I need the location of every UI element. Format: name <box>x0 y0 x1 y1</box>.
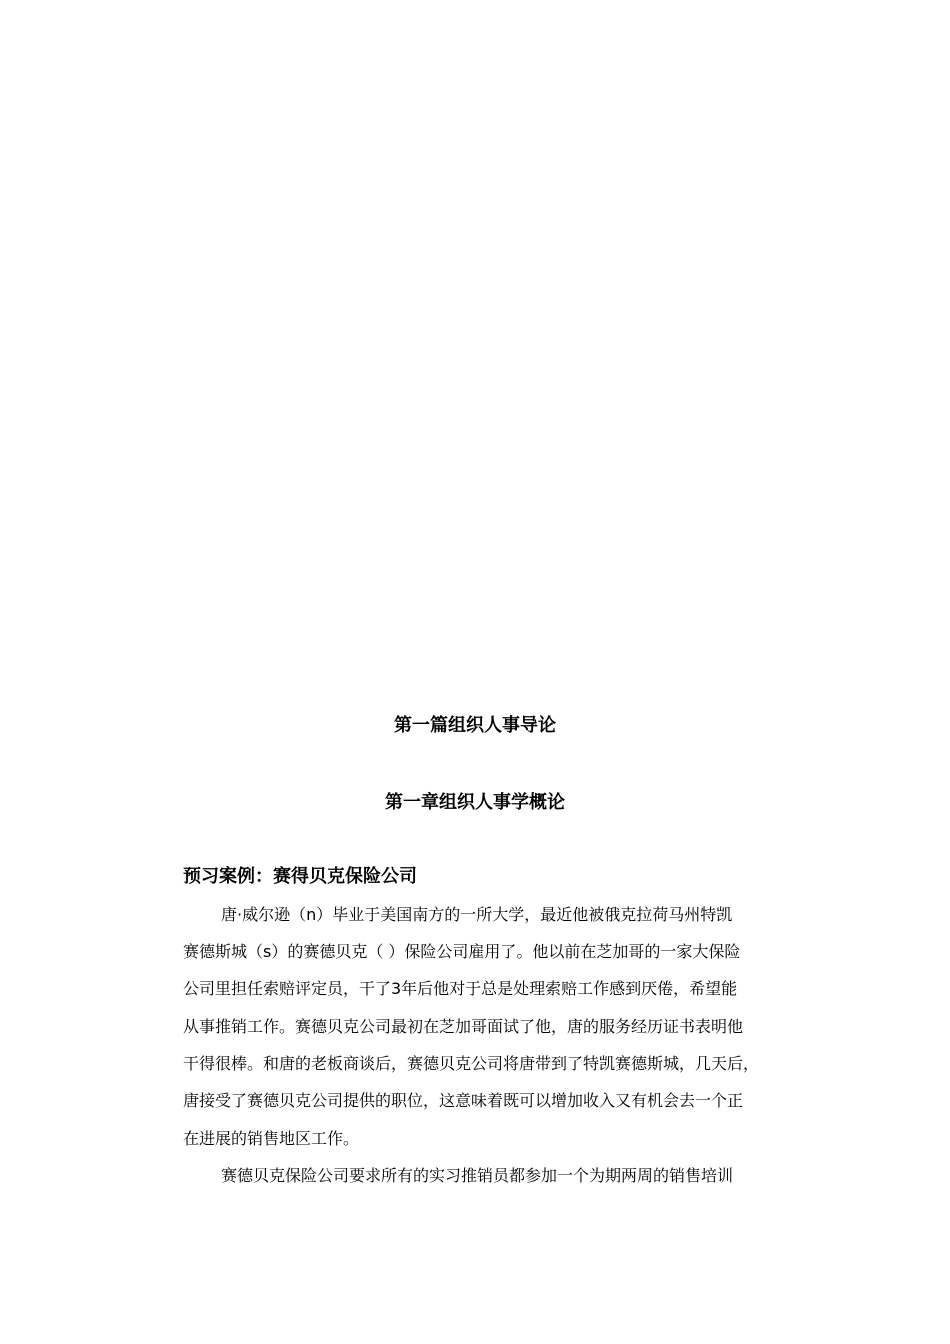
paragraph-line: 唐接受了赛德贝克公司提供的职位，这意味着既可以增加收入又有机会去一个正 <box>183 1091 744 1110</box>
paragraph-line: 赛德贝克保险公司要求所有的实习推销员都参加一个为期两周的销售培训 <box>221 1166 734 1185</box>
paragraph-line: 公司里担任索赔评定员，干了3年后他对于总是处理索赔工作感到厌倦，希望能 <box>183 979 738 998</box>
case-heading: 预习案例：赛得贝克保险公司 <box>183 866 417 887</box>
paragraph-line: 从事推销工作。赛德贝克公司最初在芝加哥面试了他，唐的服务经历证书表明他 <box>183 1017 744 1036</box>
paragraph-line: 干得很棒。和唐的老板商谈后，赛德贝克公司将唐带到了特凯赛德斯城，几天后， <box>183 1054 760 1073</box>
paragraph-line: 赛德斯城（s）的赛德贝克（ ）保险公司雇用了。他以前在芝加哥的一家大保险 <box>183 942 741 961</box>
chapter-title: 第一章组织人事学概论 <box>385 792 565 813</box>
part-title: 第一篇组织人事导论 <box>394 715 556 736</box>
paragraph-line: 唐·威尔逊（n）毕业于美国南方的一所大学，最近他被俄克拉荷马州特凯 <box>221 905 733 924</box>
paragraph-line: 在进展的销售地区工作。 <box>183 1129 360 1148</box>
